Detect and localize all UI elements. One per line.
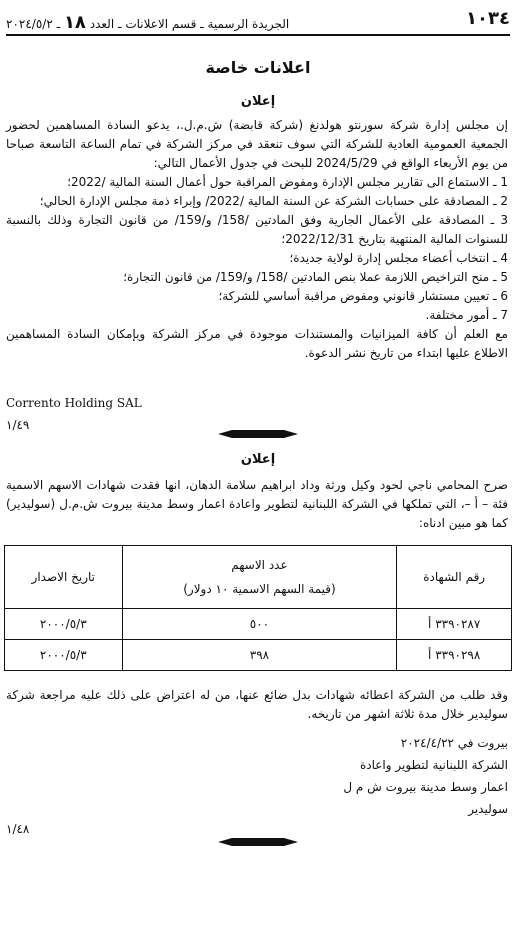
table-header-row xyxy=(5,546,512,609)
agenda-item: 6 ـ تعيين مستشار قانوني ومفوض مراقبة أساسي للشركة؛ xyxy=(218,289,508,303)
agenda-item: 7 ـ أمور مختلفة. xyxy=(425,308,508,322)
header-rule xyxy=(6,34,510,36)
table-row xyxy=(5,609,512,640)
cell-cert: ٣٣٩٠٢٩٨ أ xyxy=(397,640,512,671)
notice2-reference: ١/٤٨ xyxy=(6,822,30,836)
notice1-note: مع العلم أن كافة الميزانيات والمستندات موجودة في مركز الشركة وبإمكان السادة المساهمين الاطلاع عليها ابتداء من تاريخ نشر الدعوة. xyxy=(6,327,508,360)
notice2-text: صرح المحامي ناجي لحود وكيل ورثة وداد ابراهيم سلامة الدهان، انها فقدت شهادات الاسهم الاسمية فئة – أ –، التي تملكها في الشركة اللبنانية لتطوير واعادة اعمار وسط مدينة بيروت ش.م.ل (سوليدير) كما هو مبين ادناه: xyxy=(6,478,508,530)
cell-date: ٢٠٠٠/٥/٣ xyxy=(5,609,123,640)
col-header-cert-label: رقم الشهادة xyxy=(423,570,486,584)
page-number: ١٠٣٤ xyxy=(466,8,510,29)
signoff-line: بيروت في ٢٠٢٤/٤/٢٢ xyxy=(400,736,508,750)
agenda-item: 3 ـ المصادقة على الأعمال الجارية وفق المادتين /158/ و/159/ من قانون التجارة وذلك بالنسبة للسنوات المالية المنتهية بتاريخ 2022/12/31؛ xyxy=(6,213,508,246)
col-header-date xyxy=(5,546,123,609)
notice2-body xyxy=(6,476,508,533)
signoff-line: الشركة اللبنانية لتطوير واعادة xyxy=(359,758,508,772)
notice2-request xyxy=(6,686,508,724)
cell-count: ٣٩٨ xyxy=(122,640,397,671)
signoff-line: سوليدير xyxy=(468,802,508,816)
signoff-line: اعمار وسط مدينة بيروت ش م ل xyxy=(343,780,508,794)
col-header-count xyxy=(122,546,397,609)
agenda-item: 1 ـ الاستماع الى تقارير مجلس الإدارة ومفوض المراقبة حول أعمال السنة المالية /2022؛ xyxy=(67,175,508,189)
col-header-count-sub: (قيمة السهم الاسمية ١٠ دولار) xyxy=(183,582,336,596)
issue-date: ـ ٢٠٢٤/٥/٢ xyxy=(6,17,61,31)
cell-cert: ٣٣٩٠٢٨٧ أ xyxy=(397,609,512,640)
notice2-signoff xyxy=(343,732,508,820)
issue-number: ١٨ xyxy=(63,12,86,33)
notice2-request-text: وقد طلب من الشركة اعطائه شهادات بدل ضائع عنها، من له اعتراض على ذلك عليه مراجعة شركة سوليدير خلال مدة ثلاثة اشهر من تاريخه. xyxy=(6,688,508,721)
share-certificates-table xyxy=(4,545,512,671)
notice1-intro: إن مجلس إدارة شركة سورنتو هولدنغ (شركة قابضة) ش.م.ل.، يدعو السادة المساهمين لحضور الجمعية العمومية العادية للشركة التي سوف تنعقد في مركز الشركة في تمام الساعة التاسعة صباحا من يوم الأربعاء الواقع في 2024/5/29 للبحث في جدول الأعمال التالي: xyxy=(6,118,508,170)
notice1-signature: Corrento Holding SAL xyxy=(6,396,142,410)
col-header-count-label: عدد الاسهم xyxy=(231,558,288,572)
header-title xyxy=(6,12,289,33)
header-title-text: الجريدة الرسمية ـ قسم الاعلانات ـ العدد xyxy=(89,17,290,31)
separator-ornament xyxy=(218,838,298,846)
section-title: اعلانات خاصة xyxy=(205,58,311,77)
col-header-date-label: تاريخ الاصدار xyxy=(31,570,96,584)
notice1-heading: إعلان xyxy=(240,94,276,109)
table-row xyxy=(5,640,512,671)
cell-date: ٢٠٠٠/٥/٣ xyxy=(5,640,123,671)
agenda-item: 4 ـ انتخاب أعضاء مجلس إدارة لولاية جديدة؛ xyxy=(289,251,508,265)
agenda-item: 2 ـ المصادقة على حسابات الشركة عن السنة المالية /2022/ وإبراء ذمة مجلس الإدارة الحالي؛ xyxy=(39,194,508,208)
cell-count: ٥٠٠ xyxy=(122,609,397,640)
page-header xyxy=(6,8,510,32)
notice1-reference: ١/٤٩ xyxy=(6,418,30,432)
notice1-body xyxy=(6,116,508,363)
col-header-cert xyxy=(397,546,512,609)
notice2-heading: إعلان xyxy=(240,452,276,467)
separator-ornament xyxy=(218,430,298,438)
agenda-item: 5 ـ منح التراخيص اللازمة عملا بنص المادتين /158/ و/159/ من قانون التجارة؛ xyxy=(123,270,508,284)
